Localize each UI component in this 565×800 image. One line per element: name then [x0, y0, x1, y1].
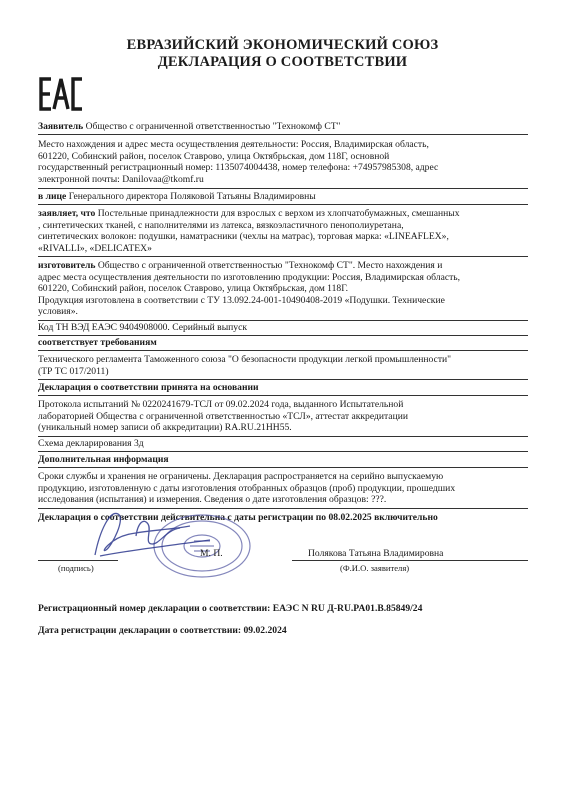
validity-text: Декларация о соответствии действительна с даты регистрации по 08.02.2025 включительно	[38, 512, 438, 523]
signer-name: Полякова Татьяна Владимировна	[308, 548, 444, 559]
divider	[38, 350, 528, 351]
stamp-place-label: М. П.	[200, 548, 223, 559]
applicant-address	[38, 139, 528, 185]
signature-caption: (подпись)	[58, 563, 94, 573]
product-code: Код ТН ВЭД ЕАЭС 9404908000. Серийный выпуск	[38, 322, 248, 333]
divider	[38, 395, 528, 396]
signature-line	[38, 560, 118, 561]
declares-text: Постельные принадлежности для взрослых с верхом из хлопчатобумажных, смешанных	[97, 208, 460, 219]
person-line	[38, 191, 528, 203]
declares-label: заявляет, что	[38, 208, 96, 219]
divider	[38, 256, 528, 257]
declares-text: , синтетических тканей, с наполнителями из латекса, вязкоэластичного пенополиуретана,	[38, 219, 404, 231]
additional-line: продукцию, изготовленную с даты изготовления отобранных образцов (проб) продукции, прошедших	[38, 482, 456, 494]
additional-line: исследования (испытания) и измерения. Сведения о дате изготовления образцов: ???.	[38, 494, 387, 506]
additional-line: Сроки службы и хранения не ограничены. Декларация распространяется на серийно выпускаемую	[38, 471, 444, 482]
requirements-line: (ТР ТС 017/2011)	[38, 365, 109, 377]
address-line: электронной почты: Danilovaa@tkomf.ru	[38, 173, 204, 185]
declares-section	[38, 208, 528, 254]
divider	[38, 335, 528, 336]
divider	[38, 188, 528, 189]
divider	[38, 134, 528, 135]
declaration-title: ДЕКЛАРАЦИЯ О СООТВЕТСТВИИ	[157, 54, 408, 70]
manufacturer-text: адрес места осуществления деятельности по изготовлению продукции: Россия, Владимирская область,	[38, 271, 461, 283]
basis-label: Декларация о соответствии принята на основании	[38, 382, 259, 393]
person-name: Генерального директора Поляковой Татьяны Владимировны	[68, 191, 316, 202]
manufacturer-text: 601220, Собинский район, поселок Ставрово, улица Октябрьская, дом 118Г.	[38, 283, 349, 295]
registration-date: Дата регистрации декларации о соответствии: 09.02.2024	[38, 625, 287, 636]
address-line: государственный регистрационный номер: 1135074004438, номер телефона: +74957985308, адрес	[38, 162, 439, 174]
divider	[38, 436, 528, 437]
name-caption: (Ф.И.О. заявителя)	[340, 563, 410, 573]
registration-number: Регистрационный номер декларации о соответствии: ЕАЭС N RU Д-RU.PA01.B.85849/24	[38, 603, 423, 614]
applicant-line	[38, 121, 528, 133]
basis-line: Протокола испытаний № 0220241679-ТСЛ от 09.02.2024 года, выданного Испытательной	[38, 399, 404, 410]
declaration-scheme: Схема декларирования 3д	[38, 438, 144, 449]
address-line: 601220, Собинский район, поселок Ставрово, улица Октябрьская, дом 118Г, основной	[38, 150, 390, 162]
manufacturer-text: Продукция изготовлена в соответствии с ТУ 13.092.24-001-10490408-2019 «Подушки. Технические	[38, 294, 445, 306]
union-title: ЕВРАЗИЙСКИЙ ЭКОНОМИЧЕСКИЙ СОЮЗ	[126, 37, 439, 53]
declares-text: «RIVALLI», «DELICATEX»	[38, 242, 152, 254]
applicant-name: Общество с ограниченной ответственностью "Технокомф СТ"	[85, 121, 341, 132]
address-line: Место нахождения и адрес места осуществления деятельности: Россия, Владимирская область,	[38, 139, 429, 150]
manufacturer-section	[38, 260, 528, 318]
manufacturer-text: Общество с ограниченной ответственностью "Технокомф СТ". Место нахождения и	[97, 260, 443, 271]
divider	[38, 451, 528, 452]
basis-line: (уникальный номер записи об аккредитации) RA.RU.21НН55.	[38, 422, 292, 434]
basis-text	[38, 399, 528, 434]
requirements-label: соответствует требованиям	[38, 337, 157, 348]
person-label: в лице	[38, 191, 67, 202]
manufacturer-label: изготовитель	[38, 260, 96, 271]
applicant-label: Заявитель	[38, 121, 84, 132]
requirements-text	[38, 354, 528, 377]
declares-text: синтетических волокон: подушки, наматрасники (чехлы на матрас), торговая марка: «LINEAFLEX»,	[38, 231, 449, 243]
divider	[38, 379, 528, 380]
requirements-line: Технического регламента Таможенного союза "О безопасности продукции легкой промышленности"	[38, 354, 452, 365]
divider	[38, 320, 528, 321]
eac-mark-icon	[38, 77, 84, 111]
basis-line: лабораторией Общества с ограниченной ответственностью «ТСЛ», аттестат аккредитации	[38, 410, 408, 422]
name-line	[292, 560, 528, 561]
divider	[38, 467, 528, 468]
additional-label: Дополнительная информация	[38, 454, 169, 465]
divider	[38, 204, 528, 205]
manufacturer-text: условия».	[38, 306, 78, 318]
